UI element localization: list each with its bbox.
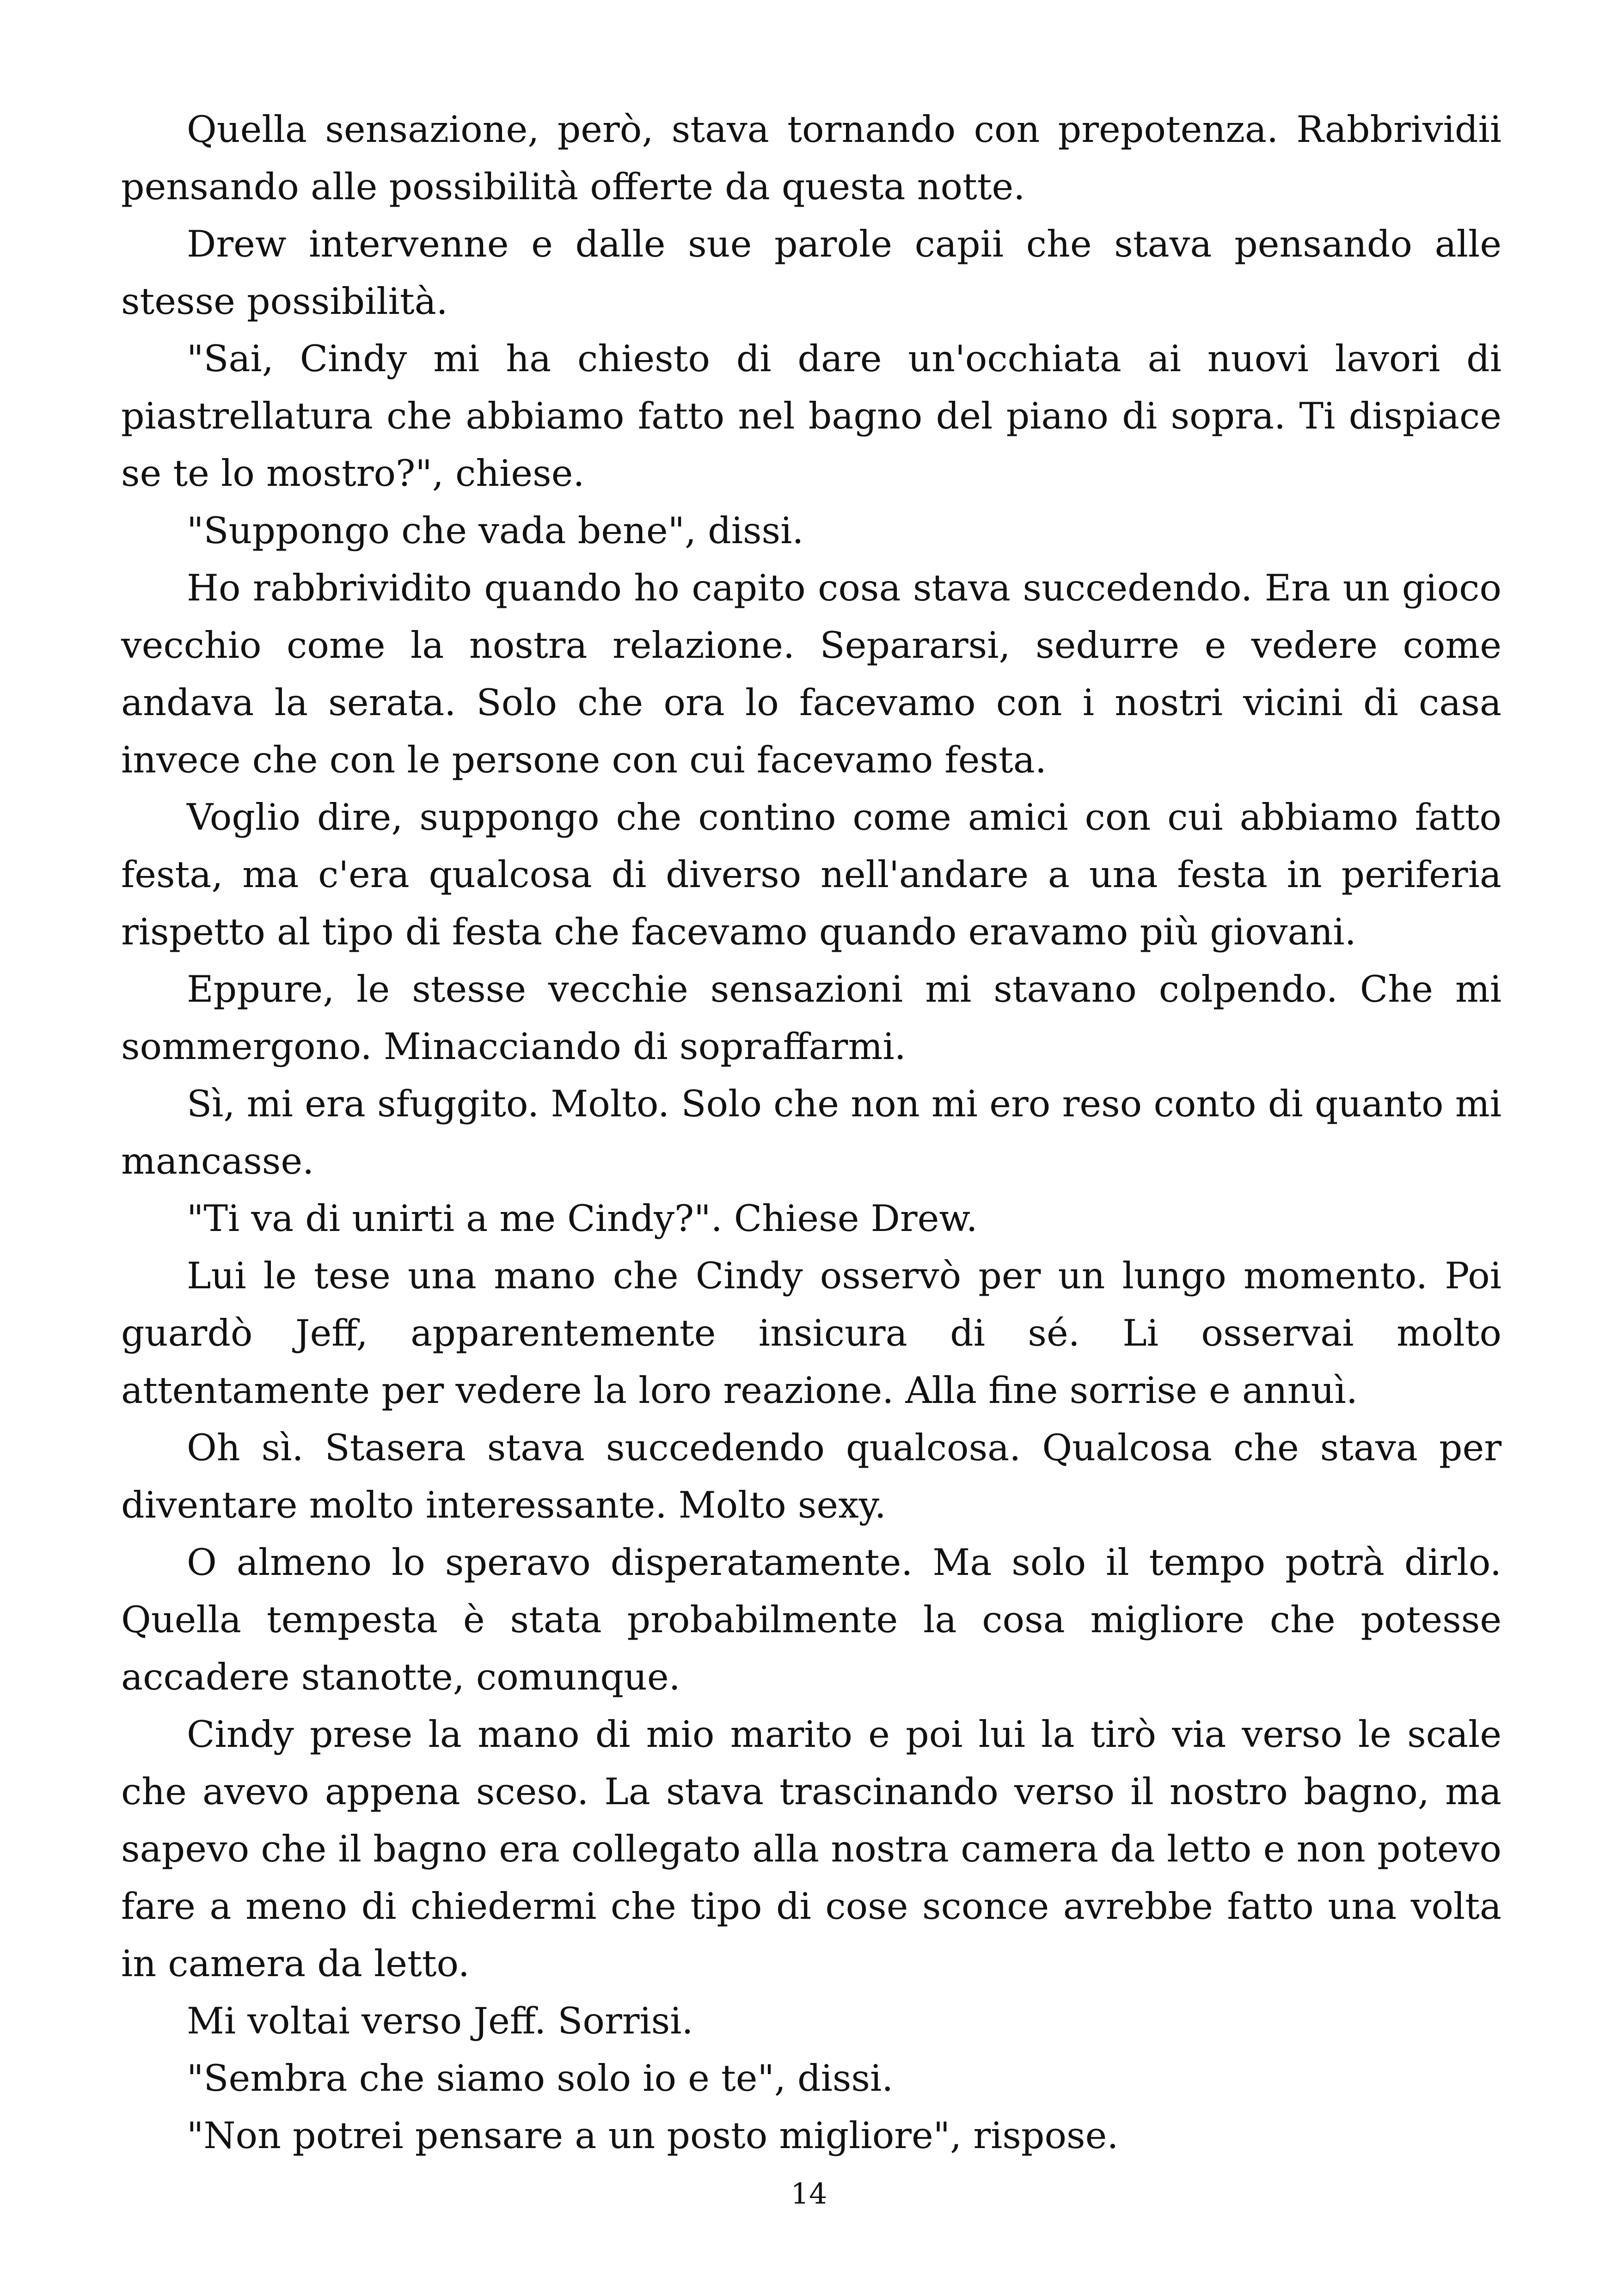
paragraph: Sì, mi era sfuggito. Molto. Solo che non mi ero reso conto di quanto mi mancasse. [121, 1083, 1502, 1182]
page-number: 14 [791, 2177, 827, 2210]
paragraph: Ho rabbrividito quando ho capito cosa stava succedendo. Era un gioco vecchio come la nostra relazione. Separarsi, sedurre e vedere come andava la serata. Solo che ora lo facevamo con i nostri vicini di casa invece che con le persone con cui facevamo festa. [121, 567, 1502, 781]
paragraph: "Ti va di unirti a me Cindy?". Chiese Drew. [187, 1197, 978, 1240]
paragraph: "Non potrei pensare a un posto migliore", rispose. [187, 2114, 1119, 2157]
paragraph: Mi voltai verso Jeff. Sorrisi. [187, 2000, 693, 2042]
paragraph: Cindy prese la mano di mio marito e poi lui la tirò via verso le scale che avevo appena sceso. La stava trascinando verso il nostro bagno, ma sapevo che il bagno era collegato alla nostra camera da letto e non potevo fare a meno di chiedermi che tipo di cose sconce avrebbe fatto una volta in camera da letto. [121, 1713, 1502, 1985]
paragraph: Quella sensazione, però, stava tornando con prepotenza. Rabbrividii pensando alle possibilità offerte da questa notte. [121, 108, 1502, 208]
paragraph: "Suppongo che vada bene", dissi. [187, 509, 804, 552]
paragraph: Drew intervenne e dalle sue parole capii che stava pensando alle stesse possibilità. [121, 223, 1502, 323]
paragraph: Lui le tese una mano che Cindy osservò per un lungo momento. Poi guardò Jeff, apparentemente insicura di sé. Li osservai molto attentamente per vedere la loro reazione. Alla fine sorrise e annuì. [121, 1255, 1502, 1412]
paragraph: "Sembra che siamo solo io e te", dissi. [187, 2057, 894, 2100]
body-text [121, 101, 1502, 2164]
paragraph: "Sai, Cindy mi ha chiesto di dare un'occhiata ai nuovi lavori di piastrellatura che abbiamo fatto nel bagno del piano di sopra. Ti dispiace se te lo mostro?", chiese. [121, 337, 1502, 495]
paragraph: O almeno lo speravo disperatamente. Ma solo il tempo potrà dirlo. Quella tempesta è stata probabilmente la cosa migliore che potesse accadere stanotte, comunque. [121, 1541, 1502, 1698]
paragraph: Oh sì. Stasera stava succedendo qualcosa. Qualcosa che stava per diventare molto interessante. Molto sexy. [121, 1427, 1502, 1526]
paragraph: Eppure, le stesse vecchie sensazioni mi stavano colpendo. Che mi sommergono. Minacciando di sopraffarmi. [121, 968, 1502, 1068]
paragraph: Voglio dire, suppongo che contino come amici con cui abbiamo fatto festa, ma c'era qualcosa di diverso nell'andare a una festa in periferia rispetto al tipo di festa che facevamo quando eravamo più giovani. [121, 796, 1502, 953]
